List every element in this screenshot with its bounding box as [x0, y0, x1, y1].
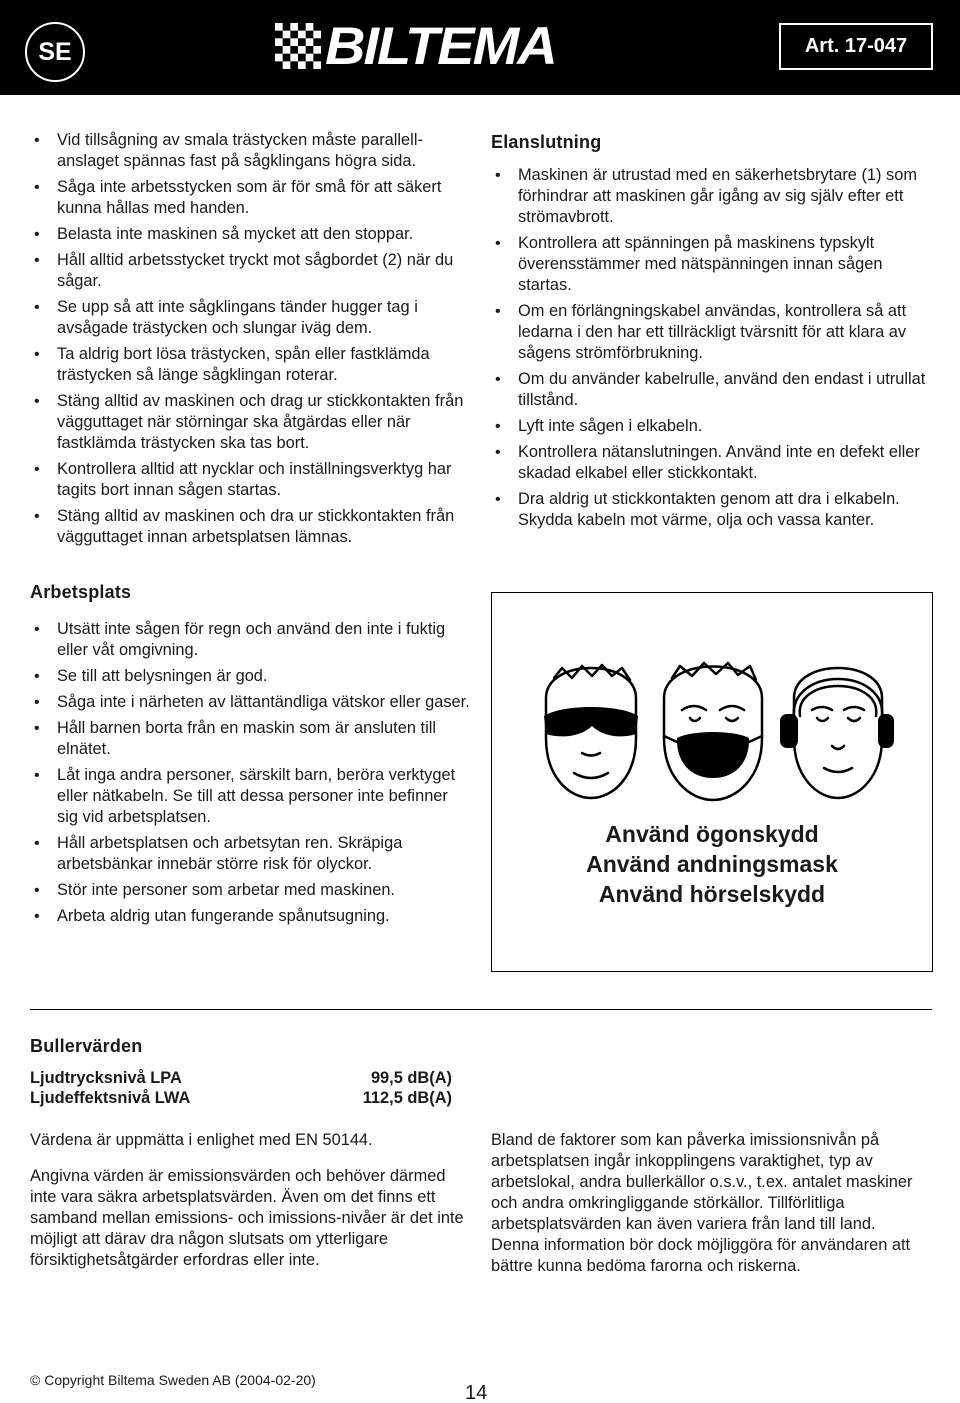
list-item: • Håll alltid arbetsstycket tryckt mot sågbordet (2) när du sågar.	[30, 250, 470, 292]
list-item: • Om en förlängningskabel användas, kontrollera så att ledarna i den har ett tillräckligt tvärsnitt för att klara av sågens strömförbrukning.	[491, 301, 933, 364]
list-item: • Se till att belysningen är god.	[30, 666, 470, 687]
noise-values-table	[30, 1068, 452, 1108]
noise-label: Ljudtrycksnivå LPA	[30, 1069, 182, 1087]
list-item: • Se upp så att inte sågklingans tänder hugger tag i avsågade trästycken och slungar iväg dem.	[30, 297, 470, 339]
list-item: • Utsätt inte sågen för regn och använd den inte i fuktig eller våt omgivning.	[30, 619, 470, 661]
table-row	[30, 1088, 452, 1108]
noise-label: Ljudeffektsnivå LWA	[30, 1089, 191, 1107]
safety-list	[30, 130, 470, 548]
arbetsplats-section	[30, 582, 470, 932]
list-item: • Maskinen är utrustad med en säkerhetsbrytare (1) som förhindrar att maskinen går igång av sig själv efter ett strömavbrott.	[491, 165, 933, 228]
eye-protection-label: Använd ögonskydd	[605, 821, 819, 847]
checkered-flag-icon	[275, 23, 321, 69]
language-badge: SE	[25, 22, 85, 82]
arbetsplats-list	[30, 619, 470, 927]
list-item: • Stäng alltid av maskinen och drag ur stickkontakten från vägguttaget när störningar ska åtgärdas eller när fastklämda trästycken ska tas bort.	[30, 391, 470, 454]
list-item: • Om du använder kabelrulle, använd den endast i utrullat tillstånd.	[491, 369, 933, 411]
elanslutning-list	[491, 165, 933, 531]
elanslutning-section	[491, 132, 933, 536]
buller-left-text	[30, 1130, 470, 1286]
list-item: • Kontrollera att spänningen på maskinens typskylt överensstämmer med nätspänningen innan sågen startas.	[491, 233, 933, 296]
paragraph: Bland de faktorer som kan påverka imissionsnivån på arbetsplatsen ingår inkopplingens varaktighet, typ av arbetslokal, andra bullerkällor o.s.v., t.ex. antalet maskiner och andra omkringliggande störkällor. Tillförlitliga arbetsplatsvärden kan även variera från land till land. Denna information bör dock möjliggöra för användaren att bättre kunna bedöma farorna och riskerna.	[491, 1131, 913, 1275]
list-item: • Ta aldrig bort lösa trästycken, spån eller fastklämda trästycken så länge sågklingan roterar.	[30, 344, 470, 386]
list-item: • Stäng alltid av maskinen och dra ur stickkontakten från vägguttaget innan arbetsplatsen lämnas.	[30, 506, 470, 548]
list-item: • Håll barnen borta från en maskin som är ansluten till elnätet.	[30, 718, 470, 760]
table-row	[30, 1068, 452, 1088]
noise-value: 99,5 dB(A)	[370, 1069, 452, 1087]
protection-instructions	[492, 819, 932, 909]
brand-name: BILTEMA	[325, 15, 556, 76]
hearing-protection-label: Använd hörselskydd	[598, 881, 826, 907]
list-item: • Lyft inte sågen i elkabeln.	[491, 416, 933, 437]
list-item: • Arbeta aldrig utan fungerande spånutsugning.	[30, 906, 470, 927]
buller-heading: Bullervärden	[30, 1036, 143, 1056]
list-item: • Kontrollera alltid att nycklar och inställningsverktyg har tagits bort innan sågen startas.	[30, 459, 470, 501]
arbetsplats-heading: Arbetsplats	[30, 582, 132, 602]
list-item: • Såga inte i närheten av lättantändliga vätskor eller gaser.	[30, 692, 470, 713]
list-item: • Låt inga andra personer, särskilt barn, beröra verktyget eller nätkabeln. Se till att dessa personer inte befinner sig vid arbetsplatsen.	[30, 765, 470, 828]
protection-warning-box	[491, 592, 933, 972]
respirator-label: Använd andningsmask	[586, 851, 838, 877]
article-number: Art. 17-047	[779, 23, 933, 70]
list-item: • Belasta inte maskinen så mycket att den stoppar.	[30, 224, 470, 245]
paragraph: Angivna värden är emissionsvärden och behöver därmed inte vara säkra arbetsplatsvärden. Även om det finns ett samband mellan emissions- och imissions-nivåer är det inte möjligt att därav dra någon slutsats om ytterligare försiktighetsåtgärder erfordras eller inte.	[30, 1167, 464, 1269]
buller-right-text	[491, 1130, 927, 1292]
copyright-text: © Copyright Biltema Sweden AB (2004-02-20)	[30, 1372, 316, 1388]
list-item: • Håll arbetsplatsen och arbetsytan ren. Skräpiga arbetsbänkar innebär större risk för olyckor.	[30, 833, 470, 875]
list-item: • Vid tillsågning av smala trästycken måste parallell-anslaget spännas fast på sågklingans högra sida.	[30, 130, 470, 172]
list-item: • Kontrollera nätanslutningen. Använd inte en defekt eller skadad elkabel eller stickkontakt.	[491, 442, 933, 484]
elanslutning-heading: Elanslutning	[491, 132, 602, 152]
noise-value: 112,5 dB(A)	[362, 1089, 452, 1107]
safety-section	[30, 130, 470, 553]
section-divider	[30, 1009, 932, 1010]
brand-logo	[275, 15, 556, 76]
list-item: • Stör inte personer som arbetar med maskinen.	[30, 880, 470, 901]
page-number: 14	[465, 1382, 488, 1403]
list-item: • Dra aldrig ut stickkontakten genom att dra i elkabeln. Skydda kabeln mot värme, olja och vassa kanter.	[491, 489, 933, 531]
paragraph: Värdena är uppmätta i enlighet med EN 50144.	[30, 1131, 373, 1149]
protective-equipment-faces-icon	[532, 638, 894, 803]
header-bar	[0, 0, 960, 95]
list-item: • Såga inte arbetsstycken som är för små för att säkert kunna hållas med handen.	[30, 177, 470, 219]
